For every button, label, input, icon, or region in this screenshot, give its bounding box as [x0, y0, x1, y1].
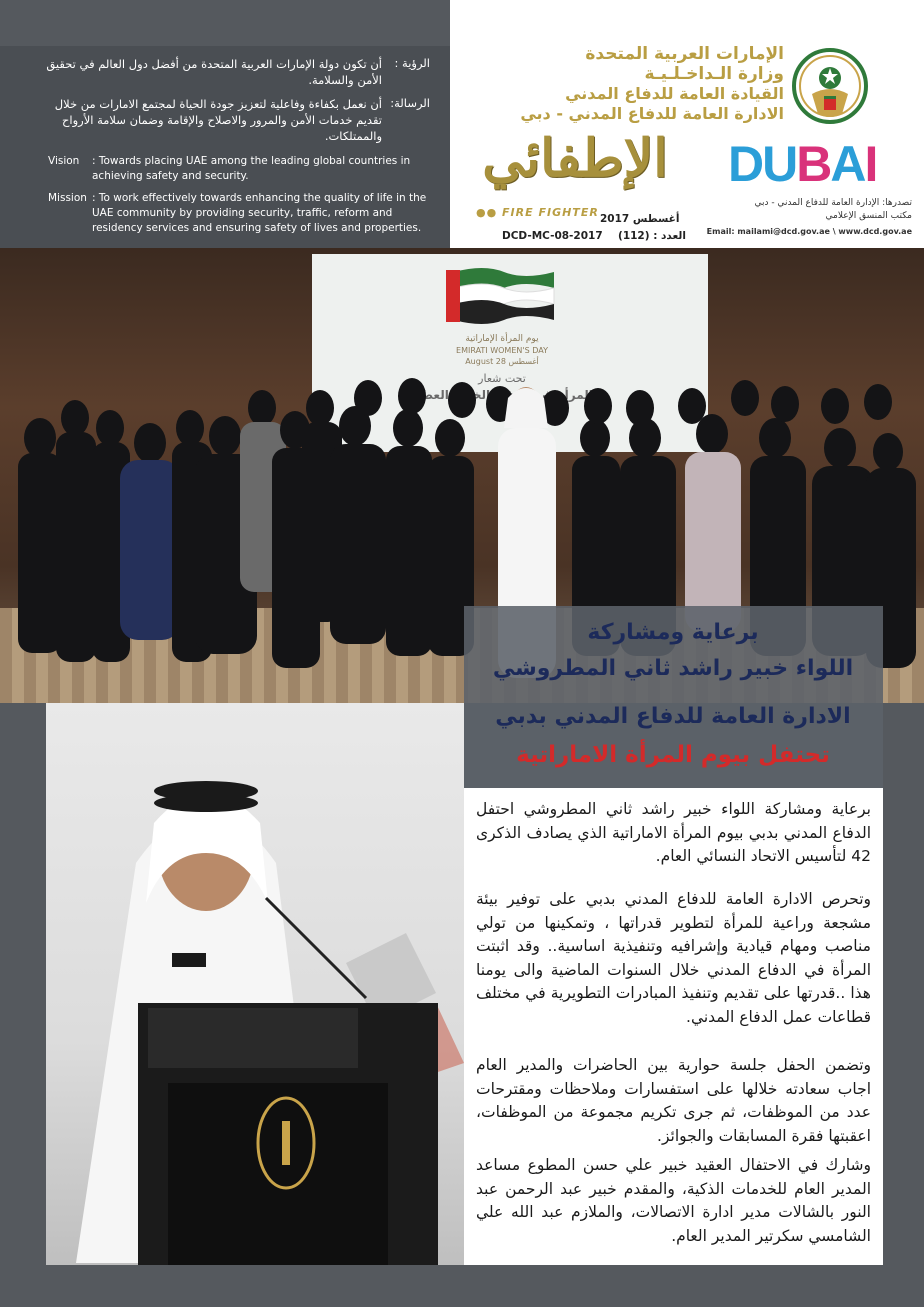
mission-ar-row: [37, 96, 430, 144]
screen-slogan-1: تحت شعار: [478, 372, 526, 385]
vision-ar-text: أن تكون دولة الإمارات العربية المتحدة من أفضل دول العالم في تحقيق الأمن والسلامة.: [46, 57, 382, 87]
mission-ar-text: أن نعمل بكفاءة وفاعلية لتعزيز جودة الحياة لمجتمع الامارات من خلال تقديم خدمات الأمن والمرور والاصلاح والإقامة وضمان سلامة الأرواح والممتلكات.: [54, 97, 382, 143]
masthead-ministry: وزارة الـداخـلـيـة: [644, 64, 784, 84]
screen-title-en: EMIRATI WOMEN'S DAY: [456, 346, 548, 355]
dubai-logo: DUBAI: [728, 136, 877, 192]
article-paragraph-3: وتضمن الحفل جلسة حوارية بين الحاضرات والمدير العام اجاب سعادته خلالها على استفسارات وملاحظات ومقترحات عدد من الموظفات، ثم جرى تكريم مجموعة من الموظفات، اعقبتها فقرة المسابقات والجوائز.: [476, 1056, 871, 1145]
headline-line-1: برعاية ومشاركة: [587, 620, 759, 645]
magazine-title-ar: الإطفائي: [482, 128, 668, 189]
mission-ar-label: الرسالة:: [390, 96, 430, 110]
masthead-country: الإمارات العربية المتحدة: [585, 44, 784, 64]
article-paragraph-4: وشارك في الاحتفال العقيد خبير علي حسن المطوع مساعد المدير العام للخدمات الذكية، والمقدم خبير عبد الرحمن عبد النور بالشالات مدير ادارة الاتصالات، والملازم عبد الله علي الشامسي سكرتير المدير العام.: [476, 1156, 871, 1245]
masthead: [450, 0, 924, 248]
magazine-title-en: [476, 206, 599, 219]
vision-mission-panel: [0, 46, 450, 248]
uae-emblem-icon: [790, 44, 870, 130]
uae-flag-icon: [444, 264, 564, 328]
screen-title-ar: يوم المرأة الإماراتية: [465, 334, 539, 344]
publisher-line1: تصدرها: الإدارة العامة للدفاع المدني - دبي: [754, 198, 912, 208]
publisher-line2: مكتب المنسق الإعلامي: [825, 211, 912, 221]
vision-ar-row: [37, 56, 430, 88]
headline-line-2: اللواء خبير راشد ثاني المطروشي: [492, 656, 854, 681]
headline-line-4: تحتفل بيوم المرأة الاماراتية: [516, 742, 830, 768]
speaker-illustration: [46, 703, 464, 1265]
issue-number: العدد : (112): [618, 230, 686, 242]
headline-line-3: الادارة العامة للدفاع المدني بدبي: [495, 704, 851, 729]
screen-slogan-2: المرأة والعطاء: [411, 388, 593, 402]
vision-en-row: [48, 154, 433, 184]
mission-en-row: [48, 191, 433, 236]
speaker-photo: [46, 703, 464, 1265]
vision-en-label: Vision: [48, 155, 80, 167]
headline-box: [464, 606, 883, 788]
article-paragraph-2: وتحرص الادارة العامة للدفاع المدني بدبي على توفير بيئة مشجعة وراعية للمرأة لتطوير قدراتها ، وتمكينها من تولي مناصب ومهام قيادية وإشرافيه وتنفيذية اساسية.. وقد اثبتت المرأة في الدفاع المدني خلال السنوات الماضية والى يومنا هذا ..قدرتها على تقديم وتنفيذ المبادرات التطويرية في مختلف قطاعات عمل الدفاع المدني.: [476, 890, 871, 1026]
masthead-department: الادارة العامة للدفاع المدني - دبي: [520, 104, 784, 123]
mission-en-label: Mission: [48, 192, 87, 204]
flame-icon: ●●: [476, 206, 498, 219]
mission-en-text: : To work effectively towards enhancing the quality of life in the UAE community by providing security, traffic, reform and residency services and ensuring safety of lives and properties.: [92, 192, 427, 234]
issue-code: DCD-MC-08-2017: [502, 230, 603, 242]
issue-date: أغسطس 2017: [600, 213, 680, 225]
contact-info[interactable]: Email: mailami@dcd.gov.ae \ www.dcd.gov.ae: [706, 227, 912, 236]
article-paragraph-1: برعاية ومشاركة اللواء خبير راشد ثاني المطروشي احتفل الدفاع المدني بدبي بيوم المرأة الاماراتية الذي يصادف الذكرى 42 لتأسيس الاتحاد النسائي العام.: [476, 800, 871, 865]
article-body: [464, 788, 883, 1265]
vision-en-text: : Towards placing UAE among the leading global countries in achieving safety and security.: [92, 155, 411, 182]
masthead-command: القيادة العامة للدفاع المدني: [565, 84, 784, 103]
vision-ar-label: الرؤية :: [394, 56, 430, 70]
screen-date: August 28 أغسطس: [465, 357, 539, 366]
magazine-title-en-text: FIRE FIGHTER: [502, 206, 599, 219]
